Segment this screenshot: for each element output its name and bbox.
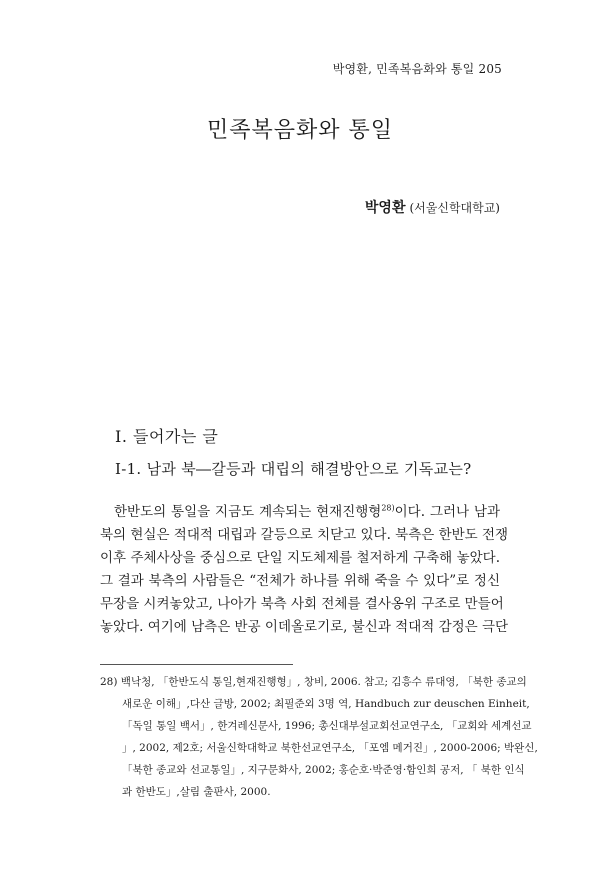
body-text-span: 한반도의 통일을 지금도 계속되는 현재진행형 — [114, 504, 382, 520]
running-header: 박영환, 민족복음화와 통일 205 — [332, 62, 502, 76]
section-heading: I. 들어가는 글 — [115, 427, 219, 446]
footnote-reference: 28) — [381, 503, 395, 513]
footnote-line: 과 한반도」,살림 출판사, 2000. — [122, 786, 271, 798]
author-name: 박영환 — [364, 200, 406, 216]
body-line: 무장을 시켜놓았고, 나아가 북측 사회 전체를 결사옹위 구조로 만들어 — [100, 596, 504, 612]
author-line — [365, 197, 500, 217]
author-affiliation: (서울신학대학교) — [409, 201, 500, 215]
footnote-line: 새로운 이해」,다산 글방, 2002; 최필준외 3명 역, Handbuch zur deuschen Einheit, — [122, 698, 530, 710]
footnote — [100, 671, 538, 803]
footnote-divider — [100, 664, 293, 665]
subsection-heading: Ⅰ-1. 남과 북―갈등과 대립의 해결방안으로 기독교는? — [115, 460, 472, 478]
body-text-span: 이다. 그러나 남과 — [394, 504, 500, 520]
footnote-line: 「독일 통일 백서」, 한겨레신문사, 1996; 총신대부설교회선교연구소, 「교회와 세계선교 — [122, 720, 532, 732]
body-line — [100, 501, 500, 524]
body-line: 그 결과 북측의 사람들은 “전체가 하나를 위해 죽을 수 있다”로 정신 — [100, 573, 500, 589]
footnote-line: 「북한 종교와 선교통일」, 지구문화사, 2002; 홍순호·박준영·함인희 공저, 「 북한 인식 — [122, 764, 525, 776]
body-line: 놓았다. 여기에 남측은 반공 이데올로기로, 불신과 적대적 감정은 극단 — [100, 619, 509, 635]
footnote-line: 」, 2002, 제2호; 서울신학대학교 북한선교연구소, 「포엠 메거진」, 2000-2006; 박완신, — [122, 742, 538, 754]
footnote-line: 28) 백낙청, 「한반도식 통일,현재진행형」, 창비, 2006. 참고; 김흥수 류대영, 「북한 종교의 — [100, 676, 527, 688]
body-line: 이후 주체사상을 중심으로 단일 지도체제를 철저하게 구축해 놓았다. — [100, 550, 500, 566]
paper-title: 민족복음화와 통일 — [206, 118, 393, 143]
body-paragraph — [100, 501, 509, 639]
body-line: 북의 현실은 적대적 대립과 갈등으로 치닫고 있다. 북측은 한반도 전쟁 — [100, 527, 509, 543]
